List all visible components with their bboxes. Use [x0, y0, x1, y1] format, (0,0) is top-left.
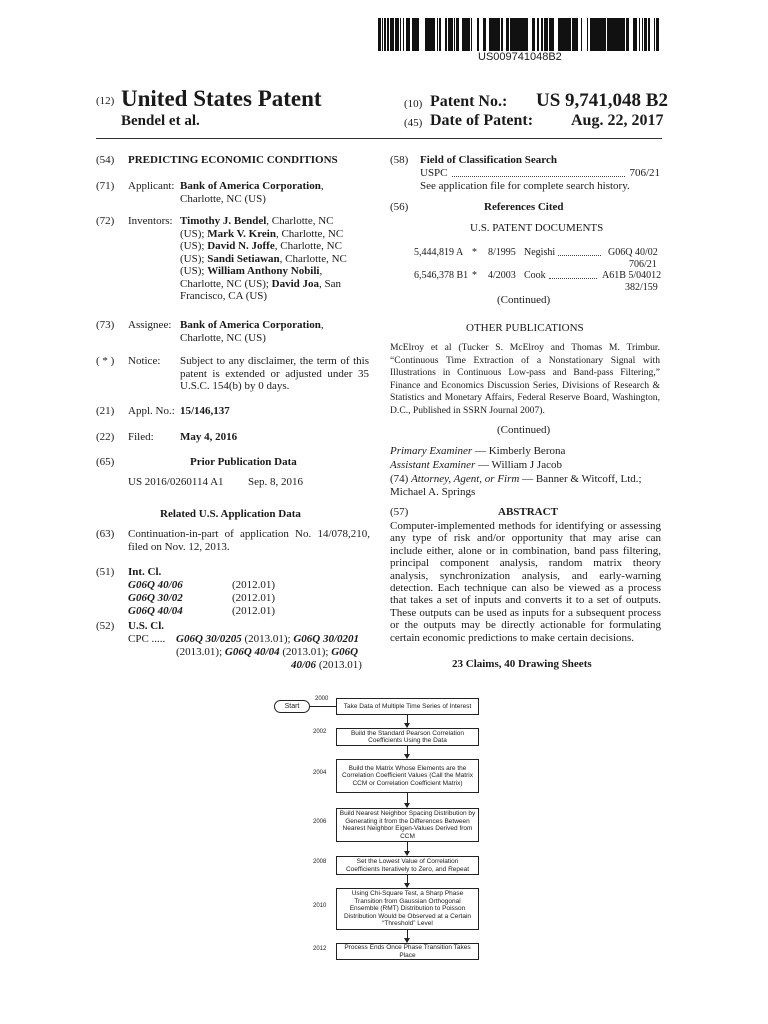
field-56-code: (56) — [390, 201, 409, 213]
ref-class-2: 382/159 — [625, 282, 658, 293]
uspc-value: 706/21 — [629, 167, 660, 179]
flow-step: Build Nearest Neighbor Spacing Distribution by Generating it from the Differences Between Nearest Neighbor Eigen-Values Derived from CCM — [336, 808, 479, 842]
flow-step: Set the Lowest Value of Correlation Coefficients Iteratively to Zero, and Repeat — [336, 856, 479, 875]
cpc-class: 40/06 — [291, 659, 317, 671]
ref-name-line — [524, 247, 604, 259]
flow-step: Using Chi-Square Test, a Sharp Phase Transition from Gaussian Orthogonal Ensemble (RMT) Distribution to Poisson Distribution Would be Observed at a Certain “Threshold” Level — [336, 888, 479, 930]
step-ref: 2004 — [313, 770, 327, 776]
attorney-name: — Banner & Witcoff, Ltd.; — [519, 473, 642, 485]
assignee-label: Assignee: — [128, 319, 172, 331]
ref-date: 4/2003 — [488, 270, 516, 281]
uspc-line — [420, 167, 660, 180]
field-73-code: (73) — [96, 319, 115, 331]
inventor-location: , Charlotte, NC — [266, 215, 334, 227]
cpc-line-1 — [176, 633, 359, 646]
ref-class-2: 706/21 — [629, 259, 657, 270]
dot-leader — [452, 167, 626, 177]
inventor-location: Francisco, CA (US) — [180, 290, 268, 302]
header-divider — [96, 138, 662, 139]
cpc-class: G06Q 30/0205 — [176, 633, 242, 645]
flow-step: Take Data of Multiple Time Series of Interest — [336, 698, 479, 715]
int-cl-version: (2012.01) — [232, 592, 276, 604]
connector-line — [310, 706, 336, 707]
references-heading: References Cited — [484, 201, 564, 213]
primary-examiner-name: — Kimberly Berona — [472, 445, 566, 457]
us-patent-docs-heading: U.S. PATENT DOCUMENTS — [470, 222, 604, 234]
assistant-examiner-name: — William J Jacob — [475, 459, 562, 471]
field-54-code: (54) — [96, 154, 115, 166]
field-72-code: (72) — [96, 215, 115, 227]
date-label: Date of Patent: — [430, 112, 534, 129]
field-74-code: (74) — [390, 473, 412, 485]
inventor-name: Sandi Setiawan — [207, 252, 280, 265]
cpc-line-2 — [176, 646, 358, 659]
search-history-note: See application file for complete search history. — [420, 180, 630, 192]
ref-class: A61B 5/04012 — [602, 270, 662, 281]
cpc-class: G06Q 30/0201 — [293, 633, 360, 645]
applicant-name: Bank of America Corporation — [180, 180, 321, 192]
inventor-location: , Charlotte, NC — [274, 240, 342, 252]
inventor-location: Charlotte, NC (US); — [180, 277, 272, 290]
ref-name: Cook — [524, 270, 546, 281]
other-publication-text: McElroy et al (Tucker S. McElroy and Thomas M. Trimbur. “Continuous Time Extraction of a Nonstationary Signal with Illustrations in Continuous Low-pass and Band-pass Filtering,” Finance and Economics Discussion Series, Divisions of Research & Statistics and Monetary Affairs, Federal Reserve Board, Washington, D.C., Published in SSRN Journal 2007). — [390, 342, 660, 416]
cpc-version: (2013.01); — [176, 646, 225, 658]
step-ref: 2012 — [313, 946, 327, 952]
flow-arrow — [407, 930, 408, 942]
ref-class: G06Q 40/02 — [608, 247, 658, 258]
inventor-name: Mark V. Krein — [207, 227, 276, 240]
inventors — [180, 215, 380, 303]
invention-title: PREDICTING ECONOMIC CONDITIONS — [128, 154, 338, 166]
appl-no-label: Appl. No.: — [128, 405, 175, 417]
primary-examiner — [390, 445, 565, 458]
flow-step: Build the Standard Pearson Correlation Coefficients Using the Data — [336, 728, 479, 746]
inventor-location: (US); — [180, 227, 208, 240]
inventor-location: , Charlotte, NC — [275, 227, 344, 240]
continuation-text: Continuation-in-part of application No. 14/078,210, filed on Nov. 12, 2013. — [128, 528, 370, 553]
flow-step: Process Ends Once Phase Transition Takes Place — [336, 943, 479, 960]
continued-link[interactable]: (Continued) — [497, 294, 551, 306]
inventor-name: Timothy J. Bendel — [180, 215, 267, 227]
notice-text: Subject to any disclaimer, the term of this patent is extended or adjusted under 35 U.S.C. 154(b) by 0 days. — [180, 355, 369, 392]
primary-examiner-label: Primary Examiner — [390, 445, 473, 457]
uspc-label: USPC — [420, 167, 448, 179]
continued-link[interactable]: (Continued) — [497, 424, 551, 436]
int-cl-label: Int. Cl. — [128, 566, 162, 578]
ref-number: 5,444,819 A — [414, 247, 464, 258]
abstract-text: Computer-implemented methods for identifying or assessing any type of risk and/or opportunity that may arise can include either, alone or in combination, band pass filtering, principal component analysis, random matrix theory analysis, synchronization analysis, and early-warning detection. Each technique can also be viewed as a process that takes a set of inputs and converts it to a set of outputs. These outputs can be used as inputs for a subsequent process or the outputs may be directly actionable for formulating certain economic predictions to make certain decisions. — [390, 520, 661, 644]
flow-step: Build the Matrix Whose Elements are the Correlation Coefficient Values (Call the Matrix CCM or Correlation Coefficient Matrix) — [336, 759, 479, 793]
notice-code: ( * ) — [96, 355, 115, 367]
step-ref: 2010 — [313, 903, 327, 909]
ref-name: Negishi — [524, 247, 556, 258]
assistant-examiner-label: Assistant Examiner — [390, 459, 476, 471]
inventor-location: , Charlotte, NC — [279, 252, 347, 265]
int-cl-class: G06Q 40/06 — [128, 579, 183, 591]
document-title: United States Patent — [121, 86, 322, 111]
cpc-version: (2013.01); — [279, 646, 332, 658]
applicant-location: , Charlotte, NC (US) — [180, 180, 324, 205]
inventor-location: (US); — [180, 240, 208, 252]
dot-leader — [549, 270, 597, 279]
cpc-label: CPC ..... — [128, 633, 166, 645]
applicant — [180, 180, 324, 205]
attorney-label: Attorney, Agent, or Firm — [411, 473, 520, 485]
authors: Bendel et al. — [121, 113, 200, 129]
filed-date: May 4, 2016 — [180, 431, 238, 443]
inventor-location: (US); — [180, 265, 208, 277]
flow-arrow — [407, 793, 408, 807]
inventor-name: David N. Joffe — [207, 240, 275, 252]
notice-label: Notice: — [128, 355, 161, 367]
field-52-code: (52) — [96, 620, 115, 632]
cpc-class: G06Q — [331, 646, 359, 658]
filed-label: Filed: — [128, 431, 154, 443]
patent-date: Aug. 22, 2017 — [571, 112, 664, 129]
int-cl-class: G06Q 40/04 — [128, 605, 183, 617]
field-63-code: (63) — [96, 528, 115, 540]
barcode — [378, 18, 660, 51]
patent-number: US 9,741,048 B2 — [536, 90, 668, 111]
prior-pub-date: Sep. 8, 2016 — [248, 476, 303, 488]
cpc-version: (2013.01); — [241, 633, 294, 645]
claims-summary: 23 Claims, 40 Drawing Sheets — [452, 658, 592, 670]
abstract-heading: ABSTRACT — [498, 506, 558, 518]
int-cl-version: (2012.01) — [232, 605, 276, 617]
attorney — [390, 473, 642, 486]
applicant-label: Applicant: — [128, 180, 175, 192]
cpc-line-3 — [291, 659, 362, 672]
us-cl-label: U.S. Cl. — [128, 620, 165, 632]
int-cl-class: G06Q 30/02 — [128, 592, 183, 604]
inventor-location: , — [319, 265, 323, 277]
appl-no: 15/146,137 — [180, 405, 230, 417]
inventor-name: David Joa — [271, 277, 320, 290]
dot-leader — [558, 247, 601, 256]
flow-arrow — [407, 746, 408, 758]
inventor-location: (US); — [180, 252, 208, 265]
step-ref: 2008 — [313, 859, 327, 865]
inventor-location: , San — [319, 277, 342, 290]
ref-star: * — [472, 270, 477, 281]
ref-star: * — [472, 247, 477, 258]
inventors-label: Inventors: — [128, 215, 173, 227]
code-10: (10) — [404, 98, 423, 110]
prior-pub-heading: Prior Publication Data — [190, 456, 297, 468]
assignee — [180, 319, 324, 344]
document-number: US009741048B2 — [478, 51, 562, 63]
attorney-name-2: Michael A. Springs — [390, 486, 476, 498]
int-cl-version: (2012.01) — [232, 579, 276, 591]
cpc-version: (2013.01) — [316, 659, 362, 671]
step-ref: 2006 — [313, 819, 327, 825]
cpc-class: G06Q 40/04 — [224, 646, 280, 658]
field-57-code: (57) — [390, 506, 409, 518]
inventor-name: William Anthony Nobili — [207, 265, 320, 277]
other-publications-heading: OTHER PUBLICATIONS — [466, 322, 584, 334]
patent-number-label: Patent No.: — [430, 93, 508, 110]
flow-arrow — [407, 875, 408, 887]
step-ref: 2000 — [315, 696, 329, 702]
flow-arrow — [407, 715, 408, 727]
prior-pub-number: US 2016/0260114 A1 — [128, 476, 224, 488]
field-71-code: (71) — [96, 180, 115, 192]
related-heading: Related U.S. Application Data — [160, 508, 301, 520]
field-21-code: (21) — [96, 405, 115, 417]
flow-arrow — [407, 842, 408, 855]
assignee-location: , Charlotte, NC (US) — [180, 319, 324, 344]
code-12: (12) — [96, 95, 115, 107]
assignee-name: Bank of America Corporation — [180, 319, 321, 331]
field-22-code: (22) — [96, 431, 115, 443]
field-65-code: (65) — [96, 456, 115, 468]
field-51-code: (51) — [96, 566, 115, 578]
start-terminal: Start — [274, 700, 310, 713]
code-45: (45) — [404, 117, 423, 129]
ref-date: 8/1995 — [488, 247, 516, 258]
assistant-examiner — [390, 459, 562, 472]
ref-name-line — [524, 270, 600, 282]
ref-number: 6,546,378 B1 — [414, 270, 469, 281]
step-ref: 2002 — [313, 729, 327, 735]
field-search-label: Field of Classification Search — [420, 154, 557, 166]
field-58-code: (58) — [390, 154, 409, 166]
